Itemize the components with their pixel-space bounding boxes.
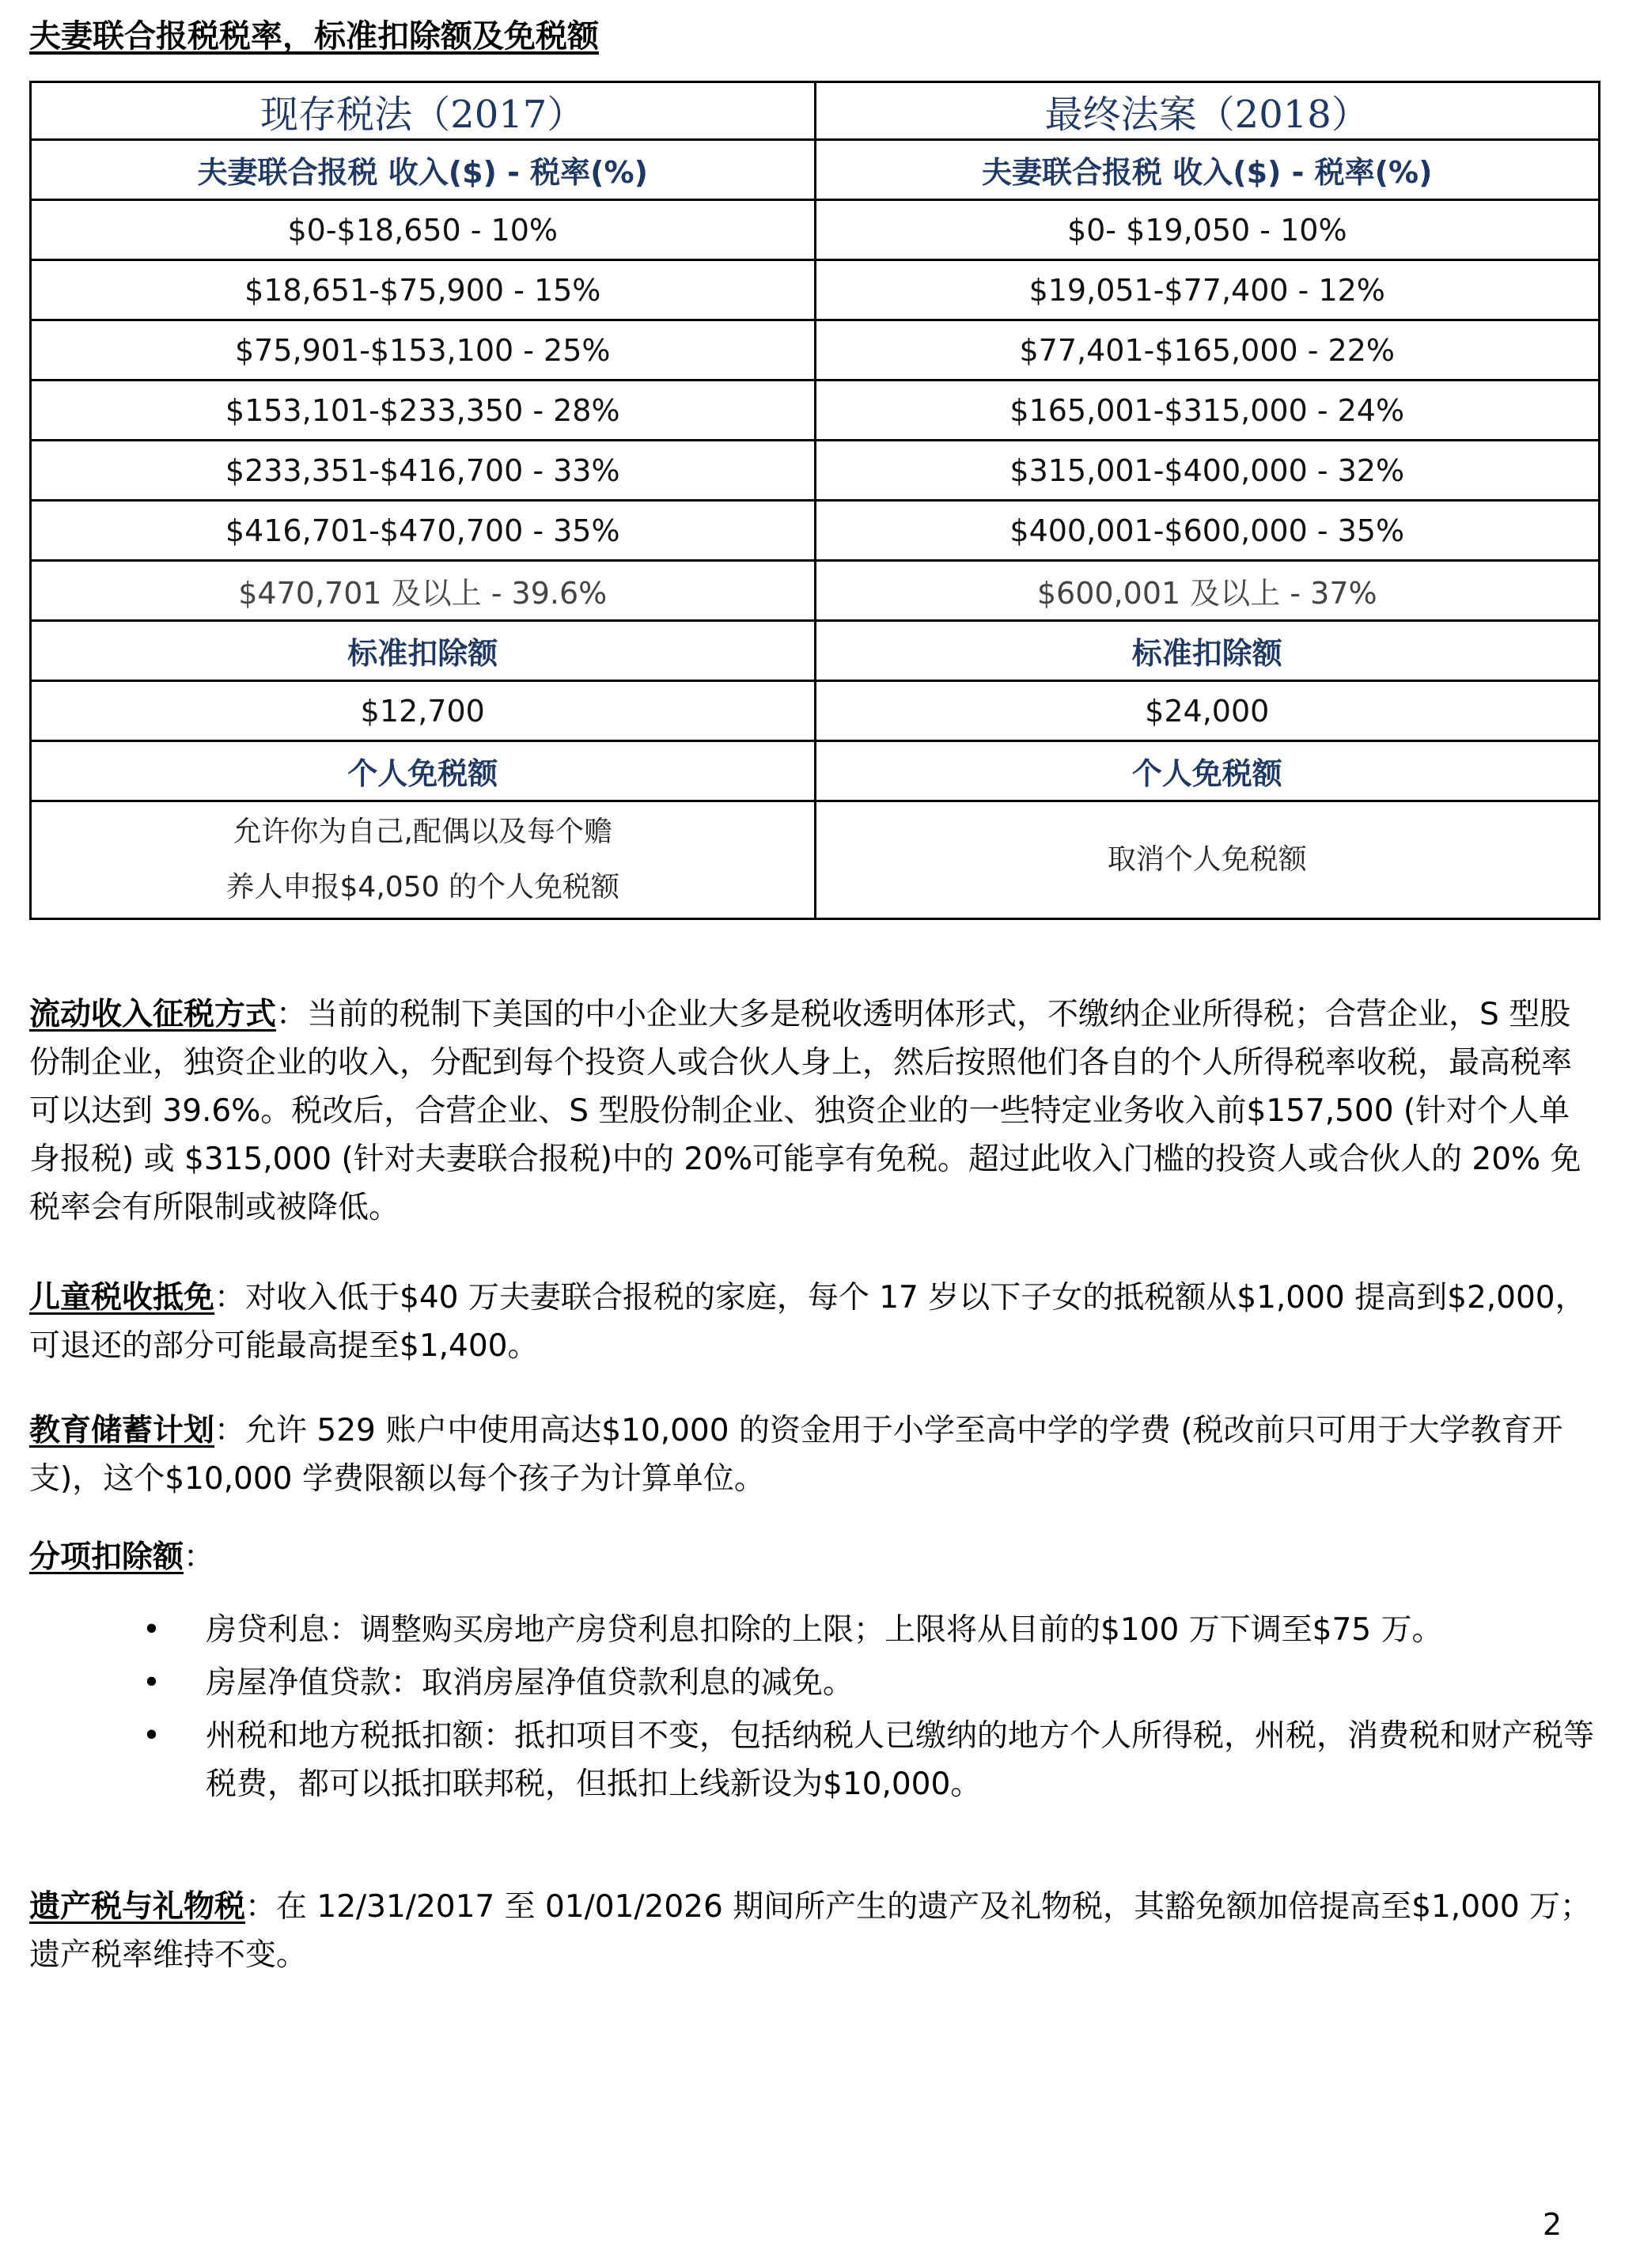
list-item-text: 州税和地方税抵扣额：抵扣项目不变，包括纳税人已缴纳的地方个人所得税，州税，消费税和财产税等税费，都可以抵扣联邦税，但抵扣上线新设为$10,000。 bbox=[206, 1718, 1595, 1802]
bracket-2017: $0-$18,650 - 10% bbox=[31, 200, 816, 260]
bracket-2018: $315,001-$400,000 - 32% bbox=[815, 441, 1600, 501]
table-header-row bbox=[31, 82, 1600, 140]
section-heading: 遗产税与礼物税 bbox=[29, 1889, 246, 1925]
section-heading: 流动收入征税方式 bbox=[29, 997, 277, 1032]
brackets-label-2018: 夫妻联合报税 收入($) - 税率(%) bbox=[815, 140, 1600, 200]
itemized-section bbox=[29, 1533, 1596, 1581]
brackets-label-2017: 夫妻联合报税 收入($) - 税率(%) bbox=[31, 140, 816, 200]
std-deduction-2017: $12,700 bbox=[31, 681, 816, 741]
section-text: ： bbox=[184, 1539, 215, 1575]
child-credit-section bbox=[29, 1274, 1596, 1370]
std-deduction-label-2017: 标准扣除额 bbox=[31, 621, 816, 681]
list-item bbox=[142, 1606, 1598, 1654]
section-heading: 分项扣除额 bbox=[29, 1539, 184, 1575]
bullet-icon: • bbox=[142, 1665, 161, 1701]
bracket-2017: $416,701-$470,700 - 35% bbox=[31, 501, 816, 561]
exemption-label-2017: 个人免税额 bbox=[31, 741, 816, 801]
bullet-icon: • bbox=[142, 1612, 161, 1648]
exemption-2017-line2: 养人申报$4,050 的个人免税额 bbox=[225, 871, 619, 903]
table-row bbox=[31, 381, 1600, 441]
estate-section bbox=[29, 1883, 1596, 1979]
exemption-label-row bbox=[31, 741, 1600, 801]
table-row bbox=[31, 200, 1600, 260]
bullet-icon: • bbox=[142, 1718, 161, 1754]
bracket-2018: $600,001 及以上 - 37% bbox=[815, 561, 1600, 621]
section-text: ：在 12/31/2017 至 01/01/2026 期间所产生的遗产及礼物税，其豁免额加倍提高至$1,000 万；遗产税率维持不变。 bbox=[29, 1889, 1592, 1973]
exemption-label-2018: 个人免税额 bbox=[815, 741, 1600, 801]
bracket-2018: $0- $19,050 - 10% bbox=[815, 200, 1600, 260]
bracket-2018: $19,051-$77,400 - 12% bbox=[815, 260, 1600, 320]
std-deduction-label-row bbox=[31, 621, 1600, 681]
bracket-2018: $77,401-$165,000 - 22% bbox=[815, 320, 1600, 381]
list-item-text: 房贷利息：调整购买房地产房贷利息扣除的上限；上限将从目前的$100 万下调至$75 万。 bbox=[206, 1612, 1443, 1648]
tax-rate-table bbox=[29, 81, 1600, 920]
section-text: ：对收入低于$40 万夫妻联合报税的家庭，每个 17 岁以下子女的抵税额从$1,000 提高到$2,000，可退还的部分可能最高提至$1,400。 bbox=[29, 1280, 1586, 1364]
exemption-2018: 取消个人免税额 bbox=[815, 801, 1600, 919]
table-row bbox=[31, 441, 1600, 501]
section-heading: 教育储蓄计划 bbox=[29, 1413, 215, 1448]
section-heading: 儿童税收抵免 bbox=[29, 1280, 215, 1316]
table-row bbox=[31, 320, 1600, 381]
table-row bbox=[31, 260, 1600, 320]
std-deduction-label-2018: 标准扣除额 bbox=[815, 621, 1600, 681]
brackets-label-row bbox=[31, 140, 1600, 200]
education-section bbox=[29, 1407, 1596, 1503]
section-text: ：允许 529 账户中使用高达$10,000 的资金用于小学至高中学的学费 (税改前只可用于大学教育开支)，这个$10,000 学费限额以每个孩子为计算单位。 bbox=[29, 1413, 1563, 1497]
section-text: ：当前的税制下美国的中小企业大多是税收透明体形式，不缴纳企业所得税；合营企业，S 型股份制企业，独资企业的收入，分配到每个投资人或合伙人身上，然后按照他们各自的个人所得税率收税，最高税率可以达到 39.6%。税改后，合营企业、S 型股份制企业、独资企业的一些特定业务收入前$157,500 (针对个人单身报税) 或 $315,000 (针对夫妻联合报税)中的 20%可能享有免税。超过此收入门槛的投资人或合伙人的 20% 免税率会有所限制或被降低。 bbox=[29, 997, 1581, 1225]
bracket-2017: $153,101-$233,350 - 28% bbox=[31, 381, 816, 441]
bracket-2017: $75,901-$153,100 - 25% bbox=[31, 320, 816, 381]
bracket-2018: $400,001-$600,000 - 35% bbox=[815, 501, 1600, 561]
list-item bbox=[142, 1712, 1598, 1808]
document-title: 夫妻联合报税税率，标准扣除额及免税额 bbox=[29, 18, 599, 55]
table-row bbox=[31, 501, 1600, 561]
std-deduction-2018: $24,000 bbox=[815, 681, 1600, 741]
itemized-list bbox=[142, 1606, 1598, 1813]
table-row bbox=[31, 561, 1600, 621]
bracket-2017: $18,651-$75,900 - 15% bbox=[31, 260, 816, 320]
page-number: 2 bbox=[1542, 2207, 1562, 2242]
list-item bbox=[142, 1659, 1598, 1707]
exemption-row bbox=[31, 801, 1600, 919]
list-item-text: 房屋净值贷款：取消房屋净值贷款利息的减免。 bbox=[206, 1665, 854, 1701]
std-deduction-row bbox=[31, 681, 1600, 741]
exemption-2017 bbox=[31, 801, 816, 919]
bracket-2017: $470,701 及以上 - 39.6% bbox=[31, 561, 816, 621]
bracket-2018: $165,001-$315,000 - 24% bbox=[815, 381, 1600, 441]
exemption-2017-line1: 允许你为自己,配偶以及每个赡 bbox=[233, 816, 612, 848]
header-final-bill: 最终法案（2018） bbox=[815, 82, 1600, 140]
bracket-2017: $233,351-$416,700 - 33% bbox=[31, 441, 816, 501]
passthrough-section bbox=[29, 990, 1596, 1232]
header-current-law: 现存税法（2017） bbox=[31, 82, 816, 140]
